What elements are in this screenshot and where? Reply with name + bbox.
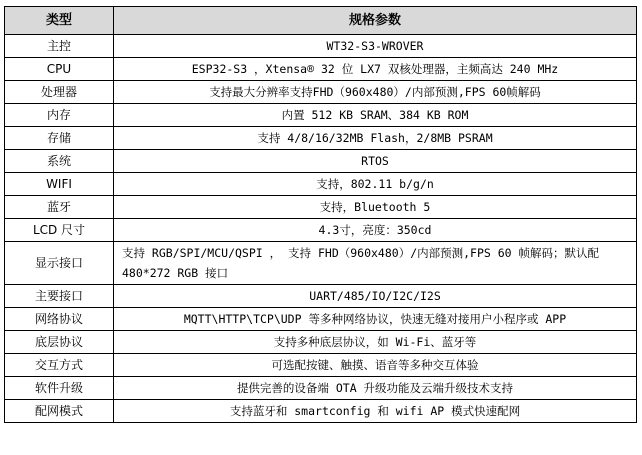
table-row [5,127,637,150]
row-type-processor: 处理器 [5,81,114,104]
row-type-bluetooth: 蓝牙 [5,196,114,219]
table-row [5,196,637,219]
row-spec-system: RTOS [114,150,637,173]
header-spec: 规格参数 [114,7,637,35]
row-type-network-config: 配网模式 [5,400,114,423]
row-type-main-controller: 主控 [5,35,114,58]
row-spec-network-protocol: MQTT\HTTP\TCP\UDP 等多种网络协议，快速无缝对接用户小程序或 APP [114,308,637,331]
header-row [5,7,637,35]
table-row [5,331,637,354]
row-type-network-protocol: 网络协议 [5,308,114,331]
row-type-lcd-size: LCD 尺寸 [5,219,114,242]
row-spec-main-interfaces: UART/485/IO/I2C/I2S [114,285,637,308]
table-row [5,58,637,81]
header-type: 类型 [5,7,114,35]
row-type-display-interface: 显示接口 [5,242,114,285]
row-type-main-interfaces: 主要接口 [5,285,114,308]
row-spec-processor: 支持最大分辨率支持FHD（960x480）/内部预测,FPS 60帧解码 [114,81,637,104]
row-spec-wifi: 支持，802.11 b/g/n [114,173,637,196]
row-type-memory: 内存 [5,104,114,127]
table-row [5,285,637,308]
row-spec-main-controller: WT32-S3-WROVER [114,35,637,58]
table-row [5,35,637,58]
table-row [5,81,637,104]
table-row [5,308,637,331]
table-row [5,173,637,196]
row-type-system: 系统 [5,150,114,173]
row-type-cpu: CPU [5,58,114,81]
spec-table [4,6,637,423]
table-row [5,400,637,423]
table-row [5,104,637,127]
row-spec-interaction: 可选配按键、触摸、语音等多种交互体验 [114,354,637,377]
row-type-wifi: WIFI [5,173,114,196]
row-spec-display-interface: 支持 RGB/SPI/MCU/QSPI ， 支持 FHD（960x480）/内部预测,FPS 60 帧解码；默认配 480*272 RGB 接口 [114,242,637,285]
row-spec-lcd-size: 4.3寸，亮度：350cd [114,219,637,242]
row-spec-cpu: ESP32-S3 ，Xtensa® 32 位 LX7 双核处理器，主频高达 240 MHz [114,58,637,81]
table-header [5,7,637,35]
row-spec-underlying-protocol: 支持多种底层协议，如 Wi-Fi、蓝牙等 [114,331,637,354]
row-spec-software-upgrade: 提供完善的设备端 OTA 升级功能及云端升级技术支持 [114,377,637,400]
table-row [5,242,637,285]
row-type-software-upgrade: 软件升级 [5,377,114,400]
row-type-interaction: 交互方式 [5,354,114,377]
row-spec-bluetooth: 支持，Bluetooth 5 [114,196,637,219]
table-row [5,219,637,242]
row-spec-memory: 内置 512 KB SRAM、384 KB ROM [114,104,637,127]
table-row [5,150,637,173]
row-spec-network-config: 支持蓝牙和 smartconfig 和 wifi AP 模式快速配网 [114,400,637,423]
table-row [5,377,637,400]
row-type-storage: 存储 [5,127,114,150]
row-type-underlying-protocol: 底层协议 [5,331,114,354]
table-body [5,35,637,423]
row-spec-storage: 支持 4/8/16/32MB Flash，2/8MB PSRAM [114,127,637,150]
table-row [5,354,637,377]
